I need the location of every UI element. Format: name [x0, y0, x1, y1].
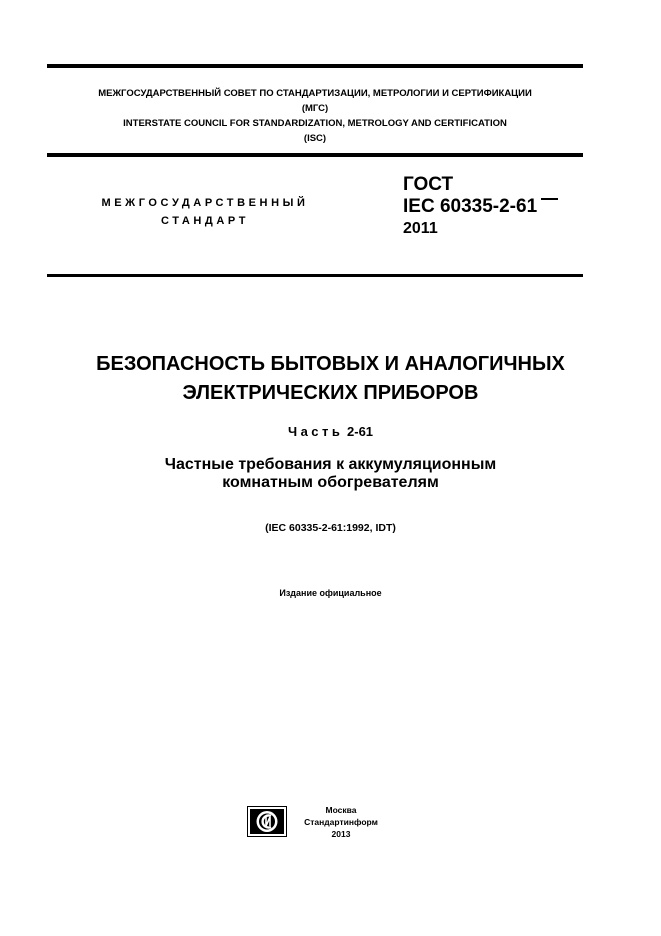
document-title: [0, 350, 661, 408]
publisher-info: [294, 804, 388, 840]
council-header: [47, 86, 583, 146]
designation-dash: [541, 198, 558, 200]
designation-number: IEC 60335-2-61: [403, 196, 538, 217]
standard-type-line2: СТАНДАРТ: [160, 215, 250, 227]
publisher-name: Стандартинформ: [304, 817, 378, 827]
council-en-abbr: (ISC): [303, 133, 327, 144]
council-ru-abbr: (МГС): [301, 103, 329, 114]
header-rule: [47, 153, 583, 157]
edition-label: Издание официальное: [279, 588, 382, 598]
council-ru: МЕЖГОСУДАРСТВЕННЫЙ СОВЕТ ПО СТАНДАРТИЗАЦИИ, МЕТРОЛОГИИ И СЕРТИФИКАЦИИ: [98, 88, 532, 99]
standard-type-line1: МЕЖГОСУДАРСТВЕННЫЙ: [101, 197, 309, 209]
top-rule: [47, 64, 583, 68]
part-word: Часть: [287, 424, 344, 439]
standartinform-logo-icon: [247, 806, 287, 837]
part-label: [0, 424, 661, 439]
council-en: INTERSTATE COUNCIL FOR STANDARDIZATION, METROLOGY AND CERTIFICATION: [123, 118, 507, 129]
designation-prefix: ГОСТ: [403, 174, 454, 195]
document-subtitle: [0, 456, 661, 492]
standard-designation: [403, 174, 558, 240]
iec-reference: (IEC 60335-2-61:1992, IDT): [265, 522, 396, 534]
divider-rule: [47, 274, 583, 277]
standard-type: [60, 194, 350, 230]
title-line2: ЭЛЕКТРИЧЕСКИХ ПРИБОРОВ: [182, 382, 479, 404]
subtitle-line1: Частные требования к аккумуляционным: [164, 456, 497, 473]
publisher-city: Москва: [325, 805, 357, 815]
part-number: 2-61: [347, 424, 374, 439]
subtitle-line2: комнатным обогревателям: [222, 474, 439, 491]
title-line1: БЕЗОПАСНОСТЬ БЫТОВЫХ И АНАЛОГИЧНЫХ: [96, 353, 565, 375]
designation-year: 2011: [403, 220, 438, 237]
publisher-year: 2013: [331, 829, 351, 839]
